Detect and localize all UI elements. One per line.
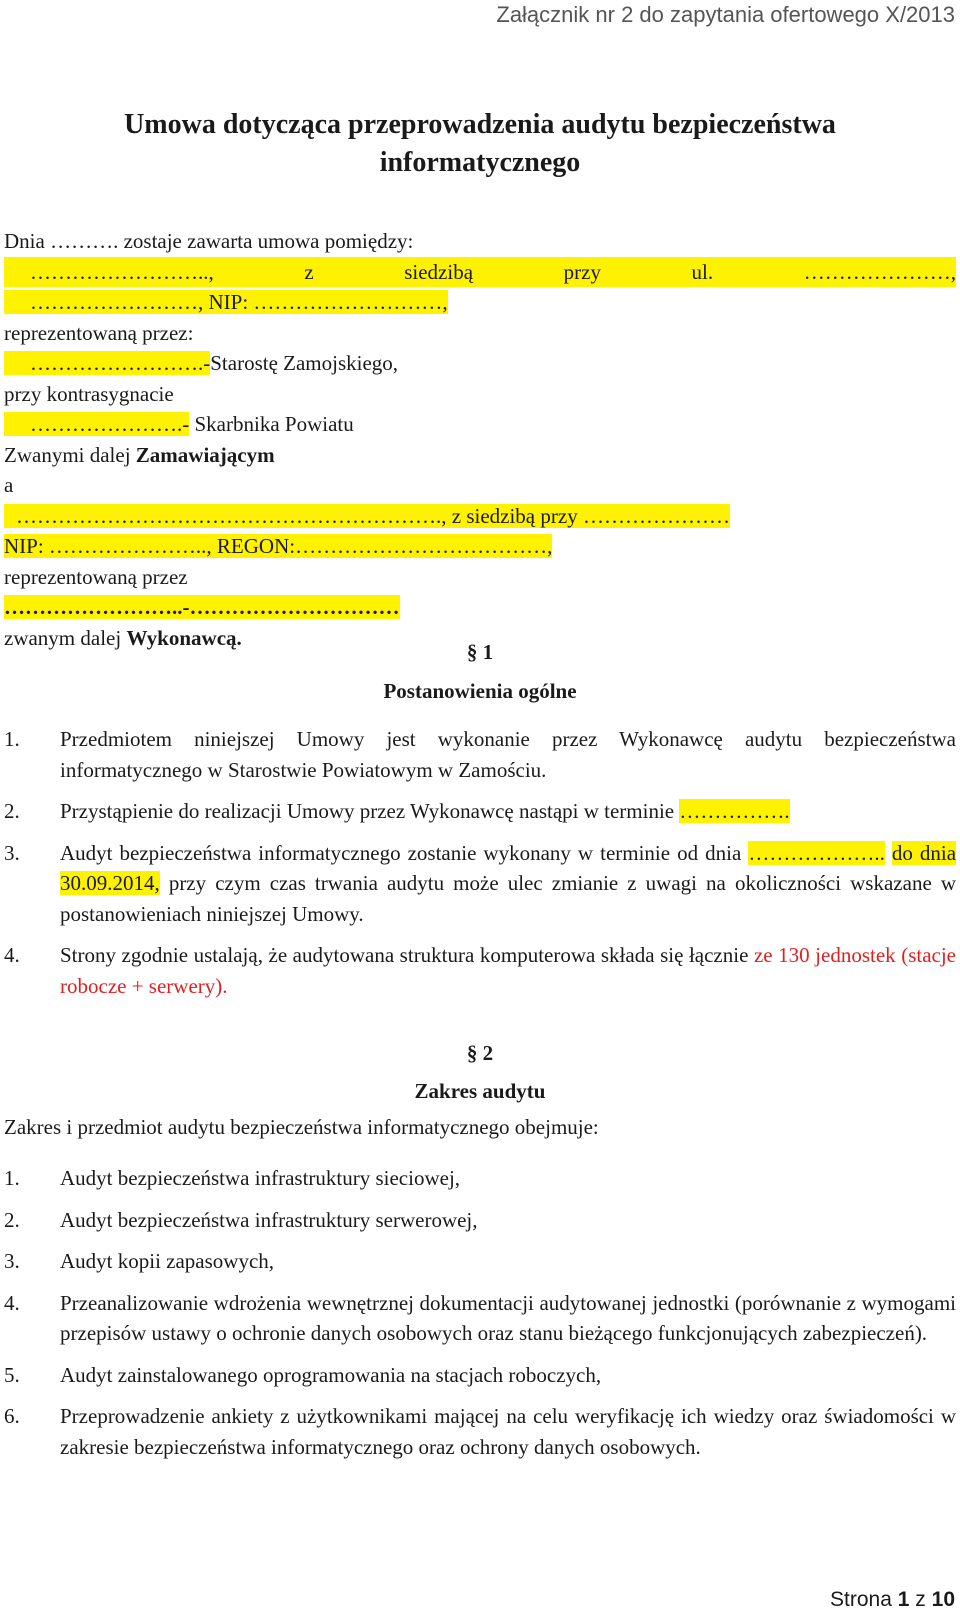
list-item <box>4 1205 956 1236</box>
list-item-number: 3. <box>4 840 20 865</box>
list-item-number: 4. <box>4 943 20 967</box>
intro-line-14-text: zwanym dalej <box>4 625 127 650</box>
intro-line-10: ……………………………………………………., z siedzibą przy ………………… <box>4 504 730 528</box>
list-item <box>4 724 956 785</box>
list-item-blank: ……………….. <box>748 840 885 865</box>
list-item-text: Audyt kopii zapasowych, <box>60 1249 275 1273</box>
parties-block <box>4 226 956 653</box>
list-item-number: 6. <box>4 1404 20 1428</box>
intro-line-12: reprezentowaną przez <box>4 564 188 589</box>
list-item <box>4 1288 956 1349</box>
section-1-list <box>4 724 956 1012</box>
page-header: Załącznik nr 2 do zapytania ofertowego X/2013 <box>496 2 955 27</box>
section-2-list <box>4 1163 956 1473</box>
list-item-text: Przystąpienie do realizacji Umowy przez Wykonawcę nastąpi w terminie <box>60 799 680 823</box>
intro-line-11: NIP: ………………….., REGON:………………………………, <box>4 534 553 558</box>
intro-line-2-part: przy <box>563 259 601 284</box>
footer-of: z <box>915 1588 926 1611</box>
list-item <box>4 796 956 827</box>
list-item <box>4 1401 956 1462</box>
list-item-date: do dnia 30.09.2014, <box>60 840 957 895</box>
list-item-number: 1. <box>4 1166 20 1190</box>
list-item-number: 4. <box>4 1290 20 1315</box>
list-item <box>4 838 956 930</box>
list-item-text: Audyt bezpieczeństwa informatycznego zostanie wykonany w terminie od dnia <box>60 840 749 865</box>
section-2-lead <box>4 1112 956 1143</box>
intro-line-1: Dnia ………. zostaje zawarta umowa pomiędzy: <box>4 229 414 253</box>
intro-line-8-text: Zwanymi dalej <box>4 442 136 467</box>
intro-line-2-part: siedzibą <box>404 259 474 284</box>
intro-line-9: a <box>4 473 14 497</box>
list-item-number: 1. <box>4 727 20 751</box>
document-title <box>0 106 960 182</box>
list-item-text: Audyt bezpieczeństwa infrastruktury serwerowej, <box>60 1207 478 1232</box>
section-1-heading: Postanowienia ogólne <box>383 679 577 703</box>
list-item-text: Przedmiotem niniejszej Umowy jest wykonanie przez Wykonawcę audytu bezpieczeństwa informatycznego w Starostwie Powiatowym w Zamościu. <box>60 727 956 782</box>
list-item <box>4 1360 956 1391</box>
page-footer <box>830 1588 955 1612</box>
intro-line-5-text: Starostę Zamojskiego, <box>210 351 399 375</box>
footer-page-number: 1 <box>897 1588 910 1611</box>
footer-total-pages: 10 <box>931 1588 955 1611</box>
intro-line-6: przy kontrasygnacie <box>4 381 174 406</box>
list-item-text: Strony zgodnie ustalają, że audytowana struktura komputerowa składa się łącznie <box>60 943 754 967</box>
intro-line-2-part: ul. <box>691 259 714 284</box>
intro-line-2-part: …………………….., <box>30 259 214 284</box>
list-item-text: Audyt zainstalowanego oprogramowania na stacjach roboczych, <box>60 1362 602 1387</box>
section-2-lead-text: Zakres i przedmiot audytu bezpieczeństwa informatycznego obejmuje: <box>4 1115 599 1139</box>
intro-line-3: ……………………, NIP: ………………………, <box>4 290 448 314</box>
intro-line-7-text: Skarbnika Powiatu <box>189 412 354 436</box>
intro-line-2-part: z <box>304 259 314 284</box>
list-item-text: Przeprowadzenie ankiety z użytkownikami mającej na celu weryfikację ich wiedzy oraz świadomości w zakresie bezpieczeństwa informatycznego oraz ochrony danych osobowych. <box>60 1404 956 1459</box>
list-item-red-text: ze 130 jednostek (stacje robocze + serwery). <box>60 943 957 998</box>
list-item <box>4 1163 956 1194</box>
list-item-number: 3. <box>4 1249 20 1273</box>
list-item-number: 5. <box>4 1362 20 1387</box>
intro-line-8-bold: Zamawiającym <box>135 442 275 467</box>
intro-line-13: ……………………..-………………………… <box>4 595 400 619</box>
intro-line-2 <box>4 257 956 288</box>
footer-label: Strona <box>830 1588 892 1611</box>
intro-line-2-part: …………………, <box>803 259 956 284</box>
list-item-text: Przeanalizowanie wdrożenia wewnętrznej dokumentacji audytowanej jednostki (porównanie z wymogami przepisów ustawy o ochronie danych osobowych oraz stanu bieżącego funkcjonujących zabezpieczeń). <box>60 1290 956 1345</box>
list-item-number: 2. <box>4 1207 20 1232</box>
section-2-symbol: § 2 <box>466 1041 494 1065</box>
intro-line-14-bold: Wykonawcą. <box>126 625 242 650</box>
section-1-symbol: § 1 <box>466 640 494 664</box>
intro-line-4: reprezentowaną przez: <box>4 320 194 345</box>
list-item-text: Audyt bezpieczeństwa infrastruktury sieciowej, <box>60 1166 461 1190</box>
list-item <box>4 1246 956 1277</box>
list-item-blank: ……………. <box>679 799 790 823</box>
section-2-heading: Zakres audytu <box>414 1079 546 1103</box>
intro-line-7-blank: ………………….- <box>4 412 189 436</box>
intro-line-5-blank: …………………….- <box>4 351 210 375</box>
title-line-2: informatycznego <box>379 147 581 178</box>
list-item <box>4 940 956 1001</box>
list-item-number: 2. <box>4 799 20 823</box>
title-line-1: Umowa dotycząca przeprowadzenia audytu bezpieczeństwa <box>124 109 836 140</box>
list-item-text-continued: przy czym czas trwania audytu może ulec zmianie z uwagi na okoliczności wskazane w postanowieniach niniejszej Umowy. <box>60 871 956 926</box>
